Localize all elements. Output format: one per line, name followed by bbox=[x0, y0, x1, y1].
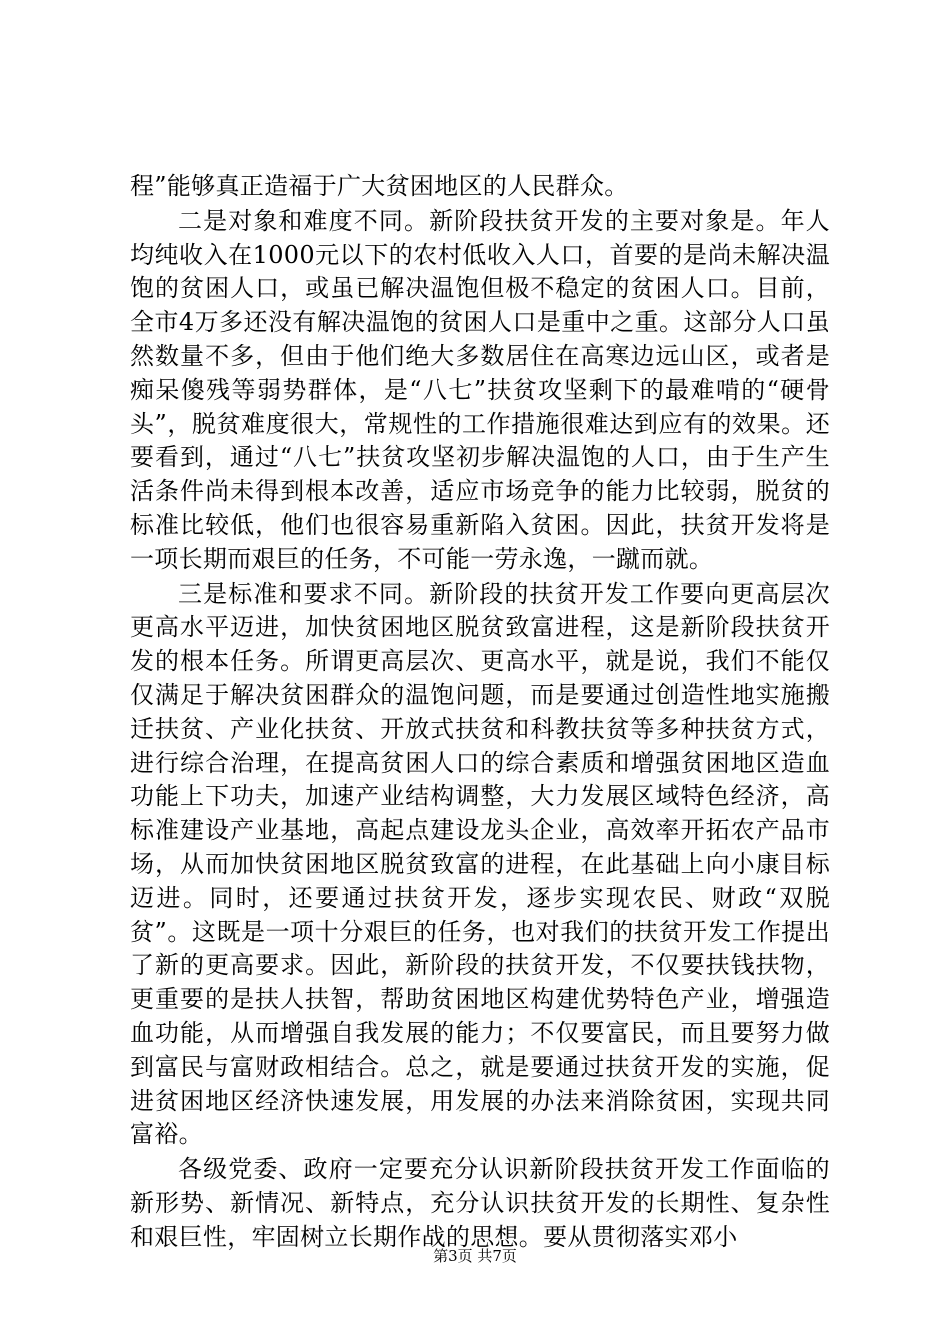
paragraph-continuation: 程”能够真正造福于广大贫困地区的人民群众。 bbox=[130, 172, 629, 200]
paragraph-standard-requirement: 三是标准和要求不同。新阶段的扶贫开发工作要向更高层次更高水平迈进，加快贫困地区脱贫致富进程，这是新阶段扶贫开发的根本任务。所谓更高层次、更高水平，就是说，我们不能仅仅满足于解决贫困群众的温饱问题，而是要通过创造性地实施搬迁扶贫、产业化扶贫、开放式扶贫和科教扶贫等多种扶贫方式，进行综合治理，在提高贫困人口的综合素质和增强贫困地区造血功能上下功夫，加速产业结构调整，大力发展区域特色经济，高标准建设产业基地，高起点建设龙头企业，高效率开拓农产品市场，从而加快贫困地区脱贫致富的进程，在此基础上向小康目标迈进。同时，还要通过扶贫开发，逐步实现农民、财政“双脱贫”。这既是一项十分艰巨的任务，也对我们的扶贫开发工作提出了新的更高要求。因此，新阶段的扶贫开发，不仅要扶钱扶物，更重要的是扶人扶智，帮助贫困地区构建优势特色产业，增强造血功能，从而增强自我发展的能力；不仅要富民，而且要努力做到富民与富财政相结合。总之，就是要通过扶贫开发的实施，促进贫困地区经济快速发展，用发展的办法来消除贫困，实现共同富裕。 bbox=[130, 579, 830, 1149]
document-body bbox=[130, 170, 830, 1256]
paragraph-party-government: 各级党委、政府一定要充分认识新阶段扶贫开发工作面临的新形势、新情况、新特点，充分认识扶贫开发的长期性、复杂性和艰巨性，牢固树立长期作战的思想。要从贯彻落实邓小 bbox=[130, 1155, 830, 1251]
page-footer: 第3页 共7页 bbox=[433, 1247, 517, 1265]
paragraph-target-difficulty: 二是对象和难度不同。新阶段扶贫开发的主要对象是。年人均纯收入在1000元以下的农村低收入人口，首要的是尚未解决温饱的贫困人口，或虽已解决温饱但极不稳定的贫困人口。目前，全市4万多还没有解决温饱的贫困人口是重中之重。这部分人口虽然数量不多，但由于他们绝大多数居住在高寒边远山区，或者是痴呆傻残等弱势群体，是“八七”扶贫攻坚剩下的最难啃的“硬骨头”，脱贫难度很大，常规性的工作措施很难达到应有的效果。还要看到，通过“八七”扶贫攻坚初步解决温饱的人口，由于生产生活条件尚未得到根本改善，适应市场竞争的能力比较弱，脱贫的标准比较低，他们也很容易重新陷入贫困。因此，扶贫开发将是一项长期而艰巨的任务，不可能一劳永逸，一蹴而就。 bbox=[130, 206, 830, 573]
